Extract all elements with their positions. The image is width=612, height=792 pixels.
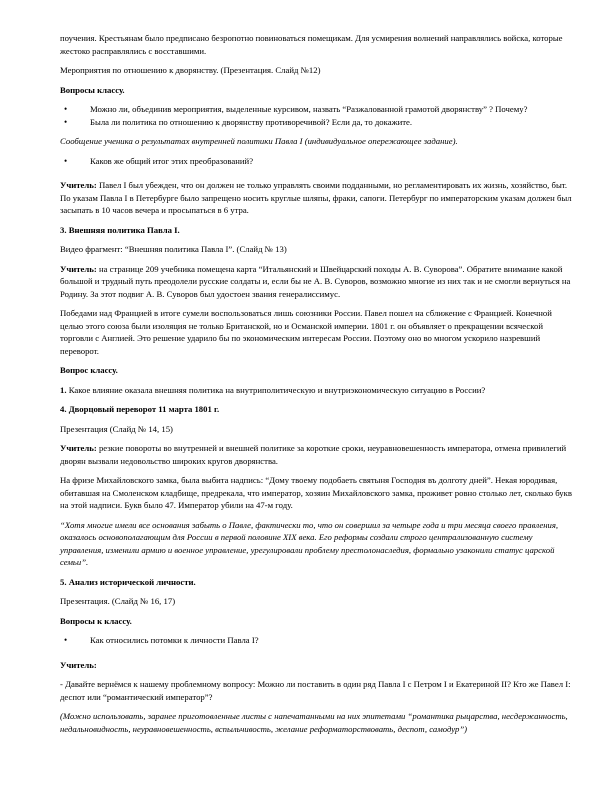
presentation-slides-14-15: Презентация (Слайд № 14, 15) <box>60 423 173 434</box>
paragraph-nobility-measures: Мероприятия по отношению к дворянству. (Презентация. Слайд №12) <box>60 65 321 75</box>
teacher-paragraph-2: Учитель: на странице 209 учебника помещена карта “Итальянский и Швейцарский походы А. В. Суворова”. Обратите внимание какой большой и трудный путь преодолели русские солдаты и, если бы не А. В. Суворов, возможно многие из них так и не смогли вернуться на Родину. За этот подвиг А. В. Суворов был удостоен звания генералиссимус. <box>60 263 571 299</box>
questions-list-1 <box>60 103 576 128</box>
question-influence: 1. Какое влияние оказала внешняя политика на внутриполитическую и внутриэкономическую ситуацию в России? <box>60 384 486 395</box>
teacher-paragraph-1: Учитель: Павел I был убежден, что он должен не только управлять своими подданными, но регламентировать их жизнь, хозяйство, быт. По указам Павла I в Петербурге было запрещено носить круглые шляпы, фраки, сапоги. Петербург по императорским указам должен был засыпать в 10 часов вечера и просыпаться в 6 утра. <box>60 180 572 215</box>
video-fragment: Видео фрагмент: “Внешняя политика Павла I”. (Слайд № 13) <box>60 244 287 254</box>
list-item: • Можно ли, объединив мероприятия, выделенные курсивом, назвать “Разжалованной грамотой дворянству” ? Почему? <box>64 104 528 114</box>
paragraph-castle-inscription: На фризе Михайловского замка, была выбита надпись: “Дому твоему подобаеть святыня Господня въ долготу дней”. Некая юродивая, обитавшая на Смоленском кладбище, предрекала, что император, хозяин Михайловского замка, проживет ровно столько лет, сколько букв на этой надписи. Букв было 47. Император убили на 47-м году. <box>60 475 572 510</box>
bullet-icon: • <box>64 155 68 166</box>
bullet-icon: • <box>64 104 68 114</box>
list-item: • Каков же общий итог этих преобразований? <box>64 155 254 166</box>
heading-questions-class: Вопросы классу. <box>60 84 125 95</box>
heading-teacher: Учитель: <box>60 659 97 670</box>
teacher-paragraph-4: - Давайте вернёмся к нашему проблемному вопросу: Можно ли поставить в один ряд Павла I с Петром I и Екатериной II? Кто же Павел I: деспот или “романтический император”? <box>60 679 571 702</box>
heading-foreign-policy: 3. Внешняя политика Павла I. <box>60 224 180 235</box>
list-item: • Как относились потомки к личности Павла I? <box>64 635 259 645</box>
bullet-icon: • <box>64 116 68 127</box>
paragraph-peasants: поучения. Крестьянам было предписано безропотно повиноваться помещикам. Для усмирения волнений направлялись войска, которые жестоко расправлялись с восставшими. <box>60 33 563 56</box>
bullet-icon: • <box>64 635 68 645</box>
presentation-slides-16-17: Презентация. (Слайд № 16, 17) <box>60 596 176 606</box>
quote-reforms: “Хотя многие имели все основания забыть о Павле, фактически то, что он совершил за четыре года и три месяца своего правления, оказалось основополагающим для России в первой половине XIX века. Его реформы создали строго централизованную систему управления, изменили армию и военное управление, урегулировали проблему престолонаследия, формально узаконили статус царской семьи”. <box>60 519 559 567</box>
questions-list-3 <box>60 634 576 647</box>
heading-palace-coup: 4. Дворцовый переворот 11 марта 1801 г. <box>60 404 220 414</box>
paragraph-france: Победами над Францией в итоге сумели воспользоваться лишь союзники России. Павел пошел на сближение с Францией. Конечной целью этого союза были изоляция не только Британской, но и Османской империи. 1801 г. он объявляет о прекращении всяческой торговли с Англией. Это решение ударило бы по экономическим интересам России. Поэтому оно во многом ускорило назревший переворот. <box>60 308 552 356</box>
heading-questions-to-class: Вопросы к классу. <box>60 615 132 626</box>
final-note: (Можно использовать, заранее приготовленные листы с напечатанными на них эпитетами “романтика рыцарства, несдержанность, недальновидность, неуравновешенность, вспыльчивость, желание реформаторствовать, деспот, самодур”) <box>60 711 568 734</box>
document-page <box>60 32 576 742</box>
student-message: Сообщение ученика о результатах внутренней политики Павла I (индивидуальное опережающее задание). <box>60 136 458 146</box>
heading-question-class: Вопрос классу. <box>60 365 118 375</box>
heading-personality-analysis: 5. Анализ исторической личности. <box>60 576 196 587</box>
teacher-paragraph-3: Учитель: резкие повороты во внутренней и внешней политике за короткие сроки, неуравновешенность императора, отмена привилегий дворян вызвали недовольство широких кругов дворянства. <box>60 443 567 466</box>
list-item: • Была ли политика по отношению к дворянству противоречивой? Если да, то докажите. <box>64 116 413 127</box>
questions-list-2 <box>60 155 576 168</box>
